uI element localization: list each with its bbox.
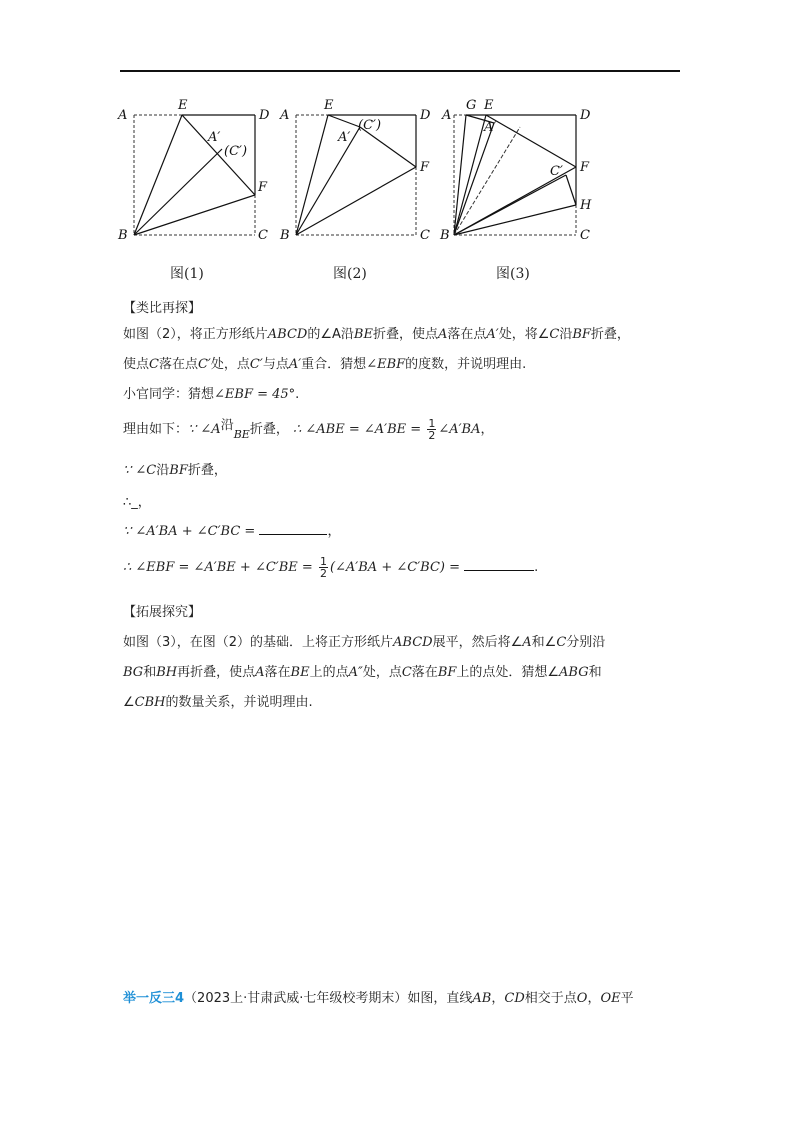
math-abg: ABG: [559, 665, 589, 680]
fig1-label-Cp: (C′): [224, 144, 248, 159]
text-run: 折叠，使点: [372, 327, 438, 342]
section2-paragraph-line3: [123, 694, 683, 712]
fig1-label-C: C: [258, 228, 268, 243]
fig3-label-C: C: [580, 228, 590, 243]
math-be: BE: [290, 665, 310, 680]
text-run: 处，点: [210, 357, 250, 372]
text-run: 和: [588, 665, 602, 680]
fig3-label-Cp: C′: [550, 164, 563, 179]
reason-line-3: ∴_，: [123, 495, 151, 510]
math-run: (∠A′BA + ∠C′BC) =: [329, 560, 460, 575]
text-run: 落在: [411, 665, 438, 680]
text-run: 理由如下：: [123, 422, 189, 437]
fig1-label-F: F: [258, 180, 268, 195]
fig3-label-G: G: [466, 98, 477, 113]
figure-3-caption: 图(3): [496, 266, 530, 282]
fig1-label-D: D: [259, 108, 270, 123]
text-run: ，: [587, 991, 601, 1006]
fig2-label-D: D: [420, 108, 431, 123]
math-abcd: ABCD: [393, 635, 433, 650]
math-c: C: [556, 635, 567, 650]
text-run: .: [534, 560, 539, 575]
text-run: 沿: [220, 418, 234, 433]
fig3-label-E: E: [484, 98, 494, 113]
math-oe: OE: [600, 991, 621, 1006]
math-c-prime: C′: [249, 357, 263, 372]
text-run: 的∠A沿: [307, 327, 354, 342]
math-a-double-prime: A″: [348, 665, 363, 680]
math-bf: BF: [169, 463, 188, 478]
text-run: 如图（2），将正方形纸片: [123, 327, 268, 342]
fig3-label-D: D: [580, 108, 591, 123]
text-run: 再折叠，使点: [177, 665, 256, 680]
text-run: 重合．猜想: [301, 357, 367, 372]
reason-line-2: [123, 462, 683, 480]
fig3-label-Ap: A′: [484, 120, 497, 135]
text-run: ，: [491, 991, 505, 1006]
answer-blank-1[interactable]: [259, 522, 327, 535]
section1-paragraph-line2: [123, 356, 683, 374]
fig2-label-E: E: [324, 98, 334, 113]
figure-3: [439, 98, 592, 243]
math-run: ∵ ∠C: [123, 463, 157, 478]
math-a: A: [255, 665, 265, 680]
text-run: 的度数，并说明理由.: [405, 357, 527, 372]
section1-paragraph-line1: [123, 326, 683, 344]
fig3-label-B: B: [440, 228, 450, 243]
fig1-label-A: A: [118, 108, 128, 123]
math-be: BE: [353, 327, 373, 342]
math-run: ∵ ∠A: [188, 422, 221, 437]
text-run: ，: [327, 524, 341, 539]
fig2-label-B: B: [280, 228, 290, 243]
math-c: C: [149, 357, 159, 372]
text-run: 上的点: [309, 665, 349, 680]
math-c: C: [549, 327, 560, 342]
fraction-num: 1: [319, 555, 327, 568]
math-a-prime: A′: [486, 327, 499, 342]
text-run: 小官同学：猜想: [123, 387, 215, 402]
math-cbh: CBH: [134, 695, 166, 710]
math-c-prime: C′: [197, 357, 211, 372]
section2-paragraph-line2: [123, 664, 683, 682]
fraction-half: [319, 556, 328, 579]
text-run: 折叠，: [590, 327, 630, 342]
math-c: C: [401, 665, 412, 680]
fraction-den: 2: [319, 567, 327, 580]
fig2-label-Cp: (C′): [358, 118, 382, 133]
next-question-line: [123, 990, 683, 1008]
reason-line-5: [123, 556, 683, 580]
fraction-half: [427, 418, 436, 441]
math-run: ∴ ∠EBF = ∠A′BE + ∠C′BE =: [123, 560, 313, 575]
math-a: A: [437, 327, 448, 342]
text-run: ∠: [123, 695, 135, 710]
text-run: 和∠: [531, 635, 557, 650]
text-run: 折叠，: [249, 422, 289, 437]
text-run: .: [295, 387, 300, 402]
top-rule: [120, 70, 680, 72]
text-run: 相交于点: [524, 991, 577, 1006]
reason-line-1: [123, 418, 683, 442]
math-run: ∠A′BA: [438, 422, 481, 437]
fig3-label-A: A: [442, 108, 452, 123]
math-bg: BG: [123, 665, 144, 680]
text-run: 折叠，: [187, 463, 227, 478]
text-run: ，: [480, 422, 494, 437]
text-run: 的数量关系，并说明理由.: [165, 695, 313, 710]
figure-1: [117, 98, 270, 243]
figure-2: [279, 98, 431, 243]
fig1-label-B: B: [118, 228, 128, 243]
text-run: 落在点: [158, 357, 198, 372]
math-a: A: [522, 635, 532, 650]
math-bf: BF: [572, 327, 591, 342]
figure-2-caption: 图(2): [333, 266, 367, 282]
text-run: 和: [143, 665, 157, 680]
text-run: 落在点: [447, 327, 487, 342]
math-ebf: ∠EBF: [366, 357, 406, 372]
math-abcd: ABCD: [267, 327, 308, 342]
text-run: 处，点: [362, 665, 402, 680]
math-run: ∴ ∠ABE = ∠A′BE =: [293, 422, 422, 437]
text-run: 沿: [559, 327, 573, 342]
geometry-figures: [110, 95, 630, 255]
text-run: 沿: [156, 463, 170, 478]
math-a-prime: A′: [288, 357, 302, 372]
text-run: 如图（3），在图（2）的基础．上将正方形纸片: [123, 635, 394, 650]
math-bf: BF: [437, 665, 457, 680]
text-run: 使点: [123, 357, 150, 372]
question-source: （2023上·甘肃武威·七年级校考期末）如图，直线: [184, 991, 473, 1006]
math-guess: ∠EBF = 45°: [214, 387, 296, 402]
math-ab: AB: [472, 991, 492, 1006]
fraction-num: 1: [428, 417, 436, 430]
fig2-label-A: A: [280, 108, 290, 123]
fig1-label-E: E: [178, 98, 188, 113]
math-o: O: [576, 991, 588, 1006]
math-be: BE: [233, 428, 250, 441]
text-run: 平: [620, 991, 634, 1006]
reason-line-4: [123, 522, 683, 541]
fig2-label-C: C: [420, 228, 430, 243]
text-run: 展平，然后将∠: [432, 635, 523, 650]
text-run: 与点: [262, 357, 289, 372]
fig3-label-F: F: [580, 160, 590, 175]
text-run: 分别沿: [566, 635, 606, 650]
math-run: ∵ ∠A′BA + ∠C′BC =: [123, 524, 256, 539]
fraction-den: 2: [428, 429, 436, 442]
fig2-label-Ap: A′: [338, 130, 351, 145]
fig1-label-Ap: A′: [208, 130, 221, 145]
section2-heading: 【拓展探究】: [123, 605, 202, 620]
math-bh: BH: [156, 665, 178, 680]
guess-line: [123, 386, 683, 404]
fig3-label-H: H: [580, 198, 592, 213]
fig2-label-F: F: [420, 160, 430, 175]
math-cd: CD: [504, 991, 525, 1006]
section1-heading: 【类比再探】: [123, 301, 202, 316]
question-tag: 举一反三4: [123, 991, 185, 1006]
text-run: 处，将∠: [498, 327, 550, 342]
section2-paragraph-line1: [123, 634, 683, 652]
text-run: 上的点处．猜想∠: [456, 665, 560, 680]
text-run: 落在: [264, 665, 291, 680]
figure-1-caption: 图(1): [170, 266, 204, 282]
answer-blank-2[interactable]: [464, 558, 534, 571]
